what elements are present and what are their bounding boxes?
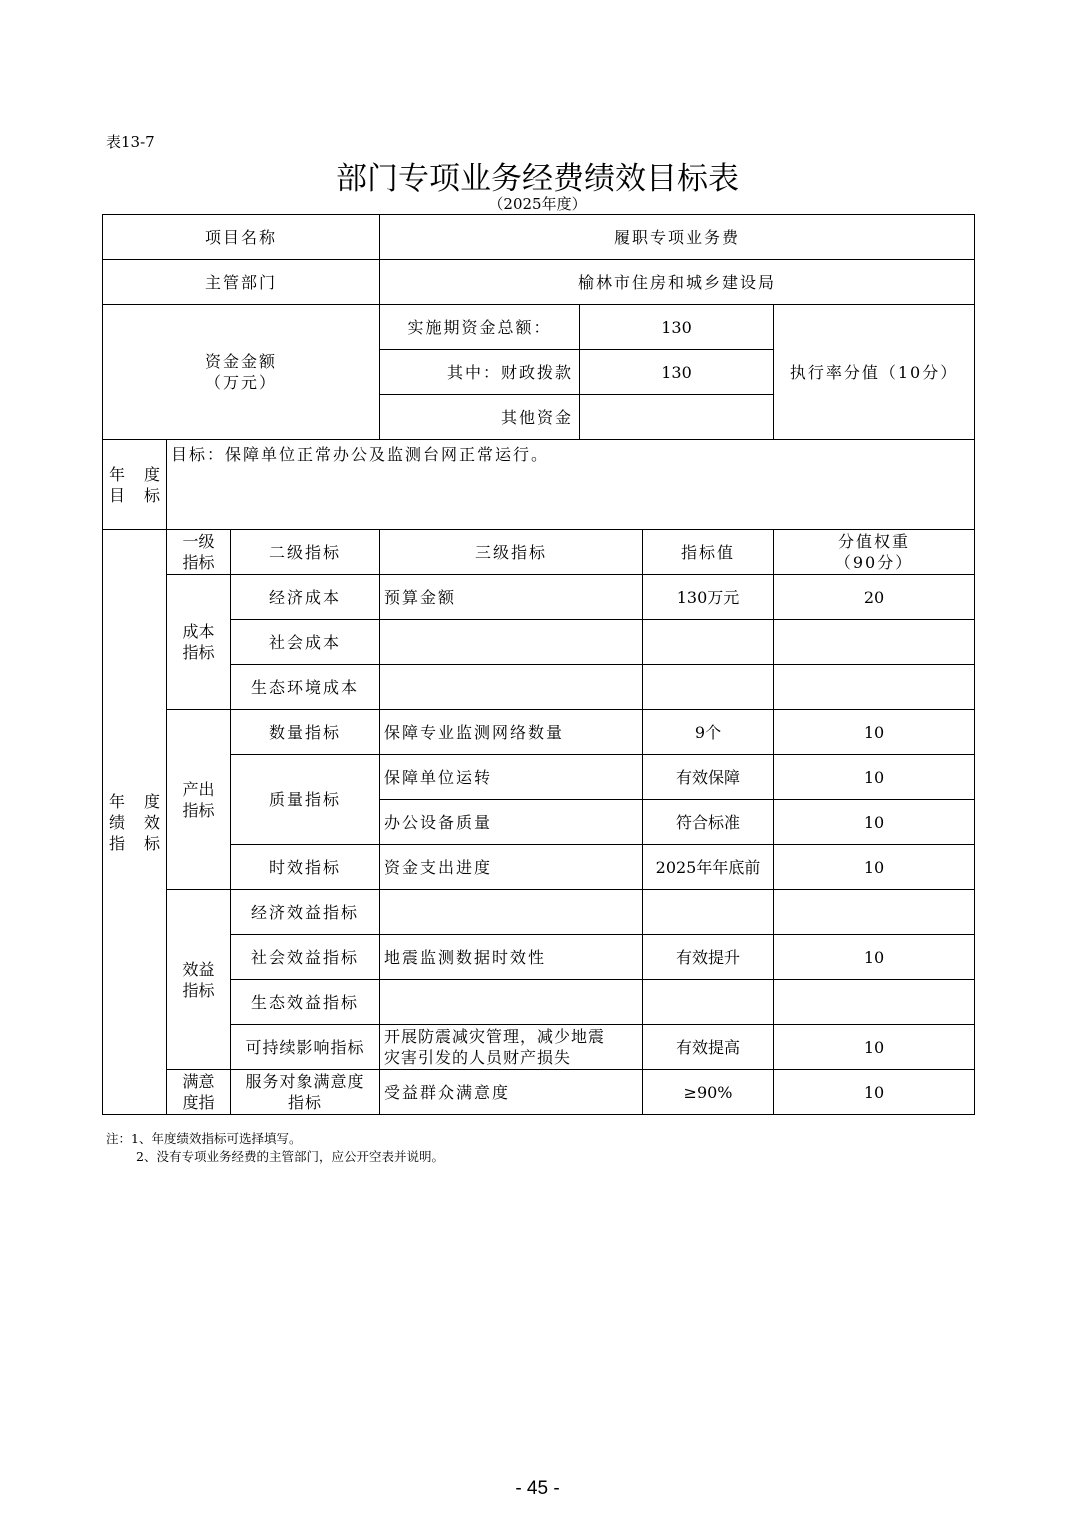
level3-cell: 受益群众满意度: [380, 1070, 643, 1115]
weight-cell: 10: [774, 935, 975, 980]
annual-goal-label: 年 度 目 标: [103, 440, 167, 530]
weight-cell: 10: [774, 755, 975, 800]
group-benefit: 效益 指标: [167, 890, 231, 1070]
header-weight: 分值权重 （90分）: [774, 530, 975, 575]
header-value: 指标值: [643, 530, 774, 575]
level2-cell: 可持续影响指标: [231, 1025, 380, 1070]
weight-cell: 10: [774, 1070, 975, 1115]
other-funds-value: [580, 395, 774, 440]
level3-cell: 办公设备质量: [380, 800, 643, 845]
fiscal-funds-value: 130: [580, 350, 774, 395]
note-line-1: 注：1、年度绩效指标可选择填写。: [106, 1131, 302, 1146]
level3-cell: 保障单位运转: [380, 755, 643, 800]
fiscal-funds-label: 其中：财政拨款: [380, 350, 580, 395]
value-cell: 有效提高: [643, 1025, 774, 1070]
table-notes: [106, 1130, 444, 1166]
level3-cell: 地震监测数据时效性: [380, 935, 643, 980]
value-cell: 130万元: [643, 575, 774, 620]
level2-cell: 质量指标: [231, 755, 380, 845]
page-number: - 45 -: [515, 1478, 560, 1499]
performance-indicator-label: 年 度 绩 效 指 标: [103, 530, 167, 1115]
level3-cell: [380, 890, 643, 935]
weight-cell: 10: [774, 710, 975, 755]
level2-cell: 生态环境成本: [231, 665, 380, 710]
table-row: [103, 1070, 975, 1115]
total-funds-value: 130: [580, 305, 774, 350]
level3-cell: 保障专业监测网络数量: [380, 710, 643, 755]
level3-cell: 预算金额: [380, 575, 643, 620]
table-row: [103, 665, 975, 710]
department-row: [103, 260, 975, 305]
note-line-2: 2、没有专项业务经费的主管部门，应公开空表并说明。: [136, 1149, 444, 1164]
level3-cell: 开展防震减灾管理，减少地震 灾害引发的人员财产损失: [380, 1025, 643, 1070]
table-row: [103, 890, 975, 935]
level3-cell: [380, 665, 643, 710]
level3-cell: [380, 620, 643, 665]
group-cost: 成本 指标: [167, 575, 231, 710]
project-name-row: [103, 215, 975, 260]
table-row: [103, 845, 975, 890]
weight-cell: [774, 665, 975, 710]
table-row: [103, 1025, 975, 1070]
level3-cell: 资金支出进度: [380, 845, 643, 890]
funds-label: [103, 305, 380, 440]
level3-cell: [380, 980, 643, 1025]
other-funds-label: 其他资金: [380, 395, 580, 440]
department-value: 榆林市住房和城乡建设局: [380, 260, 975, 305]
value-cell: [643, 665, 774, 710]
table-number: 表13-7: [106, 133, 155, 151]
header-level1: 一级 指标: [167, 530, 231, 575]
header-level3: 三级指标: [380, 530, 643, 575]
project-name-label: 项目名称: [103, 215, 380, 260]
level2-cell: 生态效益指标: [231, 980, 380, 1025]
level2-cell: 经济效益指标: [231, 890, 380, 935]
level2-cell: 社会成本: [231, 620, 380, 665]
execution-rate-label: 执行率分值（10分）: [774, 305, 975, 440]
document-year: （2025年度）: [488, 195, 587, 213]
department-label: 主管部门: [103, 260, 380, 305]
level2-cell: 经济成本: [231, 575, 380, 620]
weight-cell: 10: [774, 845, 975, 890]
table-row: [103, 575, 975, 620]
value-cell: [643, 620, 774, 665]
weight-cell: [774, 620, 975, 665]
level2-cell: 数量指标: [231, 710, 380, 755]
group-output: 产出 指标: [167, 710, 231, 890]
table-row: [103, 980, 975, 1025]
project-name-value: 履职专项业务费: [380, 215, 975, 260]
document-title: 部门专项业务经费绩效目标表: [336, 161, 739, 197]
group-satisfaction: 满意 度指: [167, 1070, 231, 1115]
value-cell: 有效保障: [643, 755, 774, 800]
value-cell: 有效提升: [643, 935, 774, 980]
weight-cell: 10: [774, 1025, 975, 1070]
value-cell: [643, 980, 774, 1025]
value-cell: ≥90%: [643, 1070, 774, 1115]
value-cell: 9个: [643, 710, 774, 755]
value-cell: 2025年年底前: [643, 845, 774, 890]
performance-target-table: [102, 214, 975, 1115]
annual-goal-row: [103, 440, 975, 530]
table-row: [103, 710, 975, 755]
total-funds-label: 实施期资金总额：: [380, 305, 580, 350]
level2-cell: 社会效益指标: [231, 935, 380, 980]
funds-row-total: [103, 305, 975, 350]
funds-label-line1: 资金金额: [205, 352, 278, 371]
annual-goal-text: 目标：保障单位正常办公及监测台网正常运行。: [167, 440, 975, 530]
value-cell: 符合标准: [643, 800, 774, 845]
funds-label-line2: （万元）: [205, 373, 278, 392]
weight-cell: 20: [774, 575, 975, 620]
table-row: [103, 755, 975, 800]
weight-cell: 10: [774, 800, 975, 845]
weight-cell: [774, 980, 975, 1025]
weight-cell: [774, 890, 975, 935]
table-row: [103, 620, 975, 665]
table-row: [103, 935, 975, 980]
value-cell: [643, 890, 774, 935]
indicator-header-row: [103, 530, 975, 575]
header-level2: 二级指标: [231, 530, 380, 575]
level2-cell: 服务对象满意度 指标: [231, 1070, 380, 1115]
level2-cell: 时效指标: [231, 845, 380, 890]
